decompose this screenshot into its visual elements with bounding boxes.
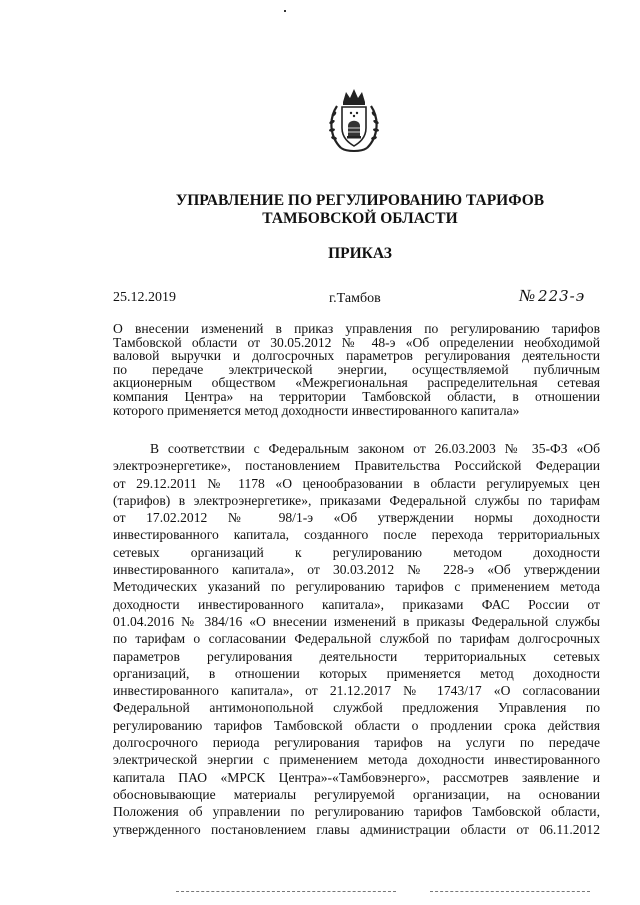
- body-line: утвержденного постановлением главы администрации области от 06.11.2012: [113, 821, 600, 837]
- body-line: от 17.02.2012 № 98/1-э «Об утверждении нормы доходности: [113, 510, 600, 526]
- body-line: капитала ПАО «МРСК Центра»-«Тамбовэнерго», рассмотрев заявление и: [113, 769, 600, 785]
- order-body: [113, 440, 600, 838]
- subject-line: по передаче электрической энергии, осуществляемой публичным: [113, 361, 600, 377]
- body-line: инвестированного капитала», от 30.03.2012 № 228-э «Об утверждении: [113, 562, 600, 578]
- scan-artifact-line: [430, 891, 590, 892]
- body-line: В соответствии с Федеральным законом от 26.03.2003 № 35-ФЗ «Об: [150, 441, 600, 456]
- body-line: инвестированного капитала, созданного после перехода территориальных: [113, 527, 600, 543]
- body-line: доходности инвестированного капитала», приказами ФАС России от: [113, 596, 600, 612]
- subject-line: компания Центра» на территории Тамбовской области, в отношении: [113, 388, 600, 404]
- body-line: регулированию тарифов Тамбовской области о продлении срока действия: [113, 717, 600, 733]
- body-line: долгосрочного периода регулирования тарифов на услуги по передаче: [113, 735, 600, 751]
- subject-line: акционерным обществом «Межрегиональная распределительная сетевая: [113, 375, 600, 391]
- scan-artifact-line: [176, 891, 396, 892]
- body-line: организаций, в отношении которых применяется метод доходности: [113, 665, 600, 681]
- document-date: 25.12.2019: [113, 290, 176, 305]
- body-line: инвестированного капитала», от 21.12.2017 № 1743/17 «О согласовании: [113, 683, 600, 699]
- body-line: 01.04.2016 № 384/16 «О внесении изменений в приказы Федеральной службы: [113, 613, 600, 629]
- order-subject: [113, 322, 600, 417]
- document-city: г.Тамбов: [329, 291, 381, 306]
- subject-line: О внесении изменений в приказ управления по регулированию тарифов: [113, 321, 600, 336]
- scan-artifact-dot: [284, 10, 286, 12]
- body-line: сетевых организаций к регулированию методом доходности: [113, 544, 600, 560]
- number-prefix: №: [519, 286, 536, 305]
- subject-line: которого применяется метод доходности инвестированного капитала»: [113, 402, 520, 418]
- subject-line: валовой выручки и долгосрочных параметров регулирования деятельности: [113, 348, 600, 364]
- body-line: обосновывающие материалы регулируемой организации, на основании: [113, 786, 600, 802]
- organization-title-line-2: ТАМБОВСКОЙ ОБЛАСТИ: [262, 210, 458, 227]
- body-line: Положения об управлении по регулированию тарифов Тамбовской области,: [113, 804, 600, 820]
- subject-line: Тамбовской области от 30.05.2012 № 48-э «Об определении необходимой: [113, 334, 600, 350]
- body-line: Методических указаний по регулированию тарифов с применением метода: [113, 579, 600, 595]
- body-line: по тарифам о согласовании Федеральной службой по тарифам долгосрочных: [113, 631, 600, 647]
- body-line: (тарифов) в электроэнергетике», приказами Федеральной службы по тарифам: [113, 492, 600, 508]
- body-line: электроэнергетике», постановлением Правительства Российской Федерации: [113, 458, 600, 474]
- body-line: параметров регулирования деятельности территориальных сетевых: [113, 648, 600, 664]
- tambov-coat-of-arms-icon: [327, 86, 381, 156]
- document-type: ПРИКАЗ: [328, 245, 392, 262]
- document-number: [519, 286, 585, 306]
- number-value: 223-э: [538, 287, 586, 305]
- body-line: Федеральной антимонопольной службой предложения Управления по: [113, 700, 600, 716]
- organization-title-line-1: УПРАВЛЕНИЕ ПО РЕГУЛИРОВАНИЮ ТАРИФОВ: [175, 192, 545, 209]
- body-line: от 29.12.2011 № 1178 «О ценообразовании в области регулируемых цен: [113, 475, 600, 491]
- body-line: электрической энергии с применением метода доходности инвестированного: [113, 752, 600, 768]
- organization-title: [90, 192, 630, 228]
